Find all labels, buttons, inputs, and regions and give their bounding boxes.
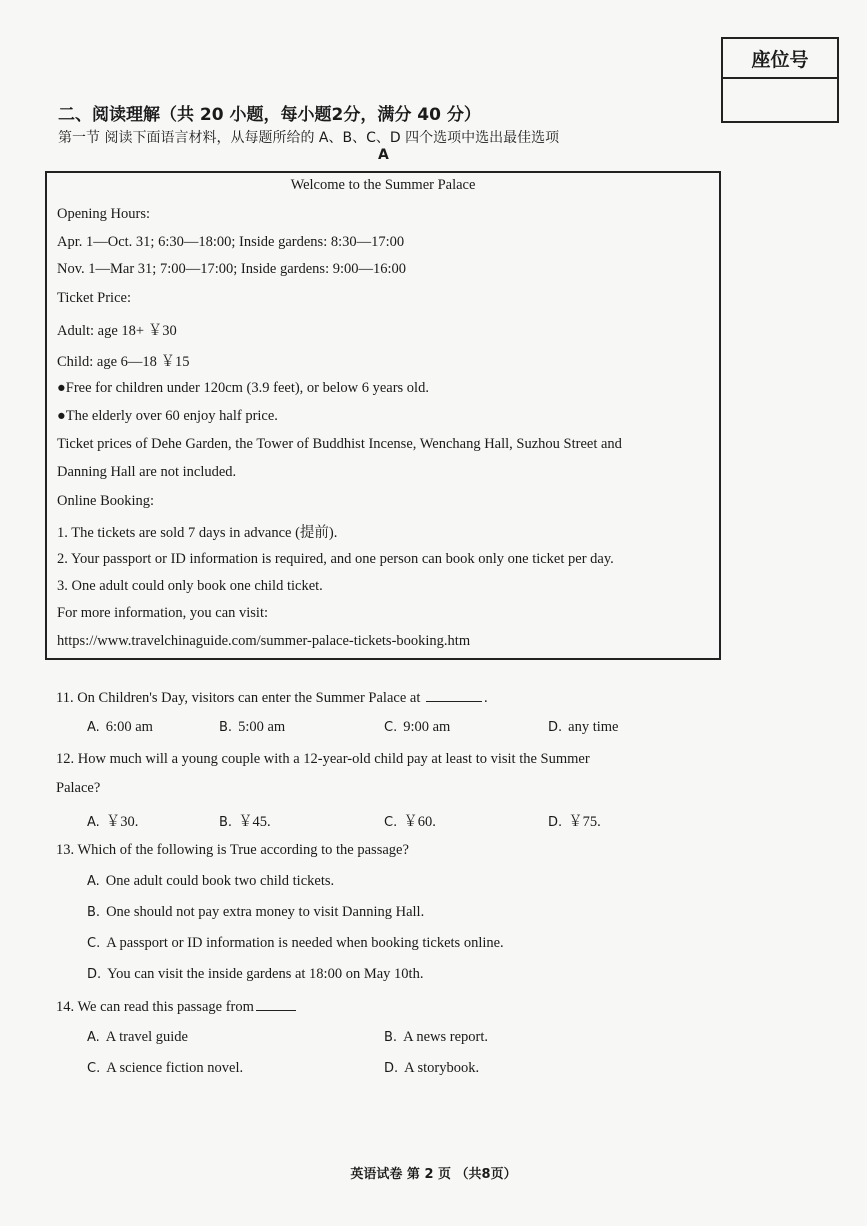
passage-line: Nov. 1—Mar 31; 7:00—17:00; Inside gardens: 9:00—16:00 [57,261,407,277]
option-12-d[interactable] [548,810,601,831]
passage-line: ●Free for children under 120cm (3.9 feet), or below 6 years old. [57,380,429,396]
passage-line: For more information, you can visit: [57,605,269,621]
option-letter: A. [87,815,100,830]
passage-url: https://www.travelchinaguide.com/summer-palace-tickets-booking.htm [57,633,471,649]
option-letter: C. [87,936,101,951]
option-letter: A. [87,720,100,735]
passage-line: Ticket Price: [57,290,131,306]
option-13-b[interactable] [87,904,424,921]
option-letter: B. [219,815,233,830]
question-13-stem: 13. Which of the following is True according to the passage? [56,842,409,858]
option-letter: A. [87,874,100,889]
option-text: A travel guide [105,1029,188,1045]
answer-blank [426,689,482,702]
option-letter: C. [384,815,398,830]
option-letter: D. [548,815,563,830]
passage-line: 3. One adult could only book one child ticket. [57,578,323,594]
option-13-c[interactable] [87,935,504,952]
option-letter: D. [548,720,563,735]
option-text: One adult could book two child tickets. [105,873,335,889]
passage-line: Online Booking: [57,493,155,509]
option-letter: A. [87,1030,100,1045]
question-12-stem-cont: Palace? [56,780,101,796]
option-text: 5:00 am [238,719,286,735]
option-letter: B. [384,1030,398,1045]
passage-line: 1. The tickets are sold 7 days in advance (提前). [57,525,338,541]
option-text: One should not pay extra money to visit Danning Hall. [106,904,425,920]
question-11-text: 11. On Children's Day, visitors can enter the Summer Palace at [56,690,421,706]
passage-line: Danning Hall are not included. [57,464,237,480]
option-text: You can visit the inside gardens at 18:00 on May 10th. [107,966,424,982]
option-12-c[interactable] [384,810,436,831]
option-14-d[interactable] [384,1060,479,1077]
option-13-d[interactable] [87,966,423,983]
option-text: A news report. [403,1029,489,1045]
section-instruction: 第一节 阅读下面语言材料，从每题所给的 A、B、C、D 四个选项中选出最佳选项 [58,130,560,146]
option-text: A storybook. [404,1060,480,1076]
passage-line: Apr. 1—Oct. 31; 6:30—18:00; Inside gardens: 8:30—17:00 [57,234,405,250]
option-text: 6:00 am [105,719,153,735]
passage-box [45,171,721,660]
option-text: A passport or ID information is needed when booking tickets online. [106,935,504,951]
option-letter: B. [219,720,233,735]
question-11-stem [56,689,488,707]
section-title: 二、阅读理解（共 20 小题，每小题2分，满分 40 分） [58,105,481,125]
option-letter: D. [384,1061,399,1076]
option-letter: C. [87,1061,101,1076]
answer-blank [256,998,296,1011]
page-footer: 英语试卷 第 2 页 （共8页） [350,1167,517,1182]
passage-line: Adult: age 18+ ￥30 [57,323,177,339]
option-13-a[interactable] [87,873,334,890]
option-11-d[interactable] [548,719,619,736]
passage-heading: Welcome to the Summer Palace [290,177,476,193]
option-11-a[interactable] [87,719,153,736]
option-14-b[interactable] [384,1029,488,1046]
option-letter: D. [87,967,102,982]
option-text: ￥45. [238,814,271,830]
option-text: ￥60. [403,814,436,830]
seat-number-label: 座位号 [723,39,837,79]
passage-line: Ticket prices of Dehe Garden, the Tower of Buddhist Incense, Wenchang Hall, Suzhou Street and [57,436,622,452]
question-12-stem: 12. How much will a young couple with a 12-year-old child pay at least to visit the Summer [56,751,590,767]
question-14-text: 14. We can read this passage from [56,999,254,1015]
question-14-stem [56,998,298,1016]
seat-number-box [721,37,839,123]
passage-line: 2. Your passport or ID information is required, and one person can book only one ticket per day. [57,551,614,567]
question-11-period: . [483,690,488,706]
option-text: ￥75. [568,814,601,830]
option-letter: B. [87,905,101,920]
option-text: A science fiction novel. [106,1060,244,1076]
option-14-c[interactable] [87,1060,243,1077]
passage-line: Child: age 6—18 ￥15 [57,354,190,370]
passage-line: Opening Hours: [57,206,151,222]
passage-letter: A [378,147,389,163]
option-text: ￥30. [105,814,139,830]
option-letter: C. [384,720,398,735]
option-text: any time [568,719,619,735]
option-12-a[interactable] [87,810,138,831]
option-11-b[interactable] [219,719,285,736]
option-14-a[interactable] [87,1029,188,1046]
option-12-b[interactable] [219,810,271,831]
option-text: 9:00 am [403,719,451,735]
passage-line: ●The elderly over 60 enjoy half price. [57,408,278,424]
option-11-c[interactable] [384,719,450,736]
